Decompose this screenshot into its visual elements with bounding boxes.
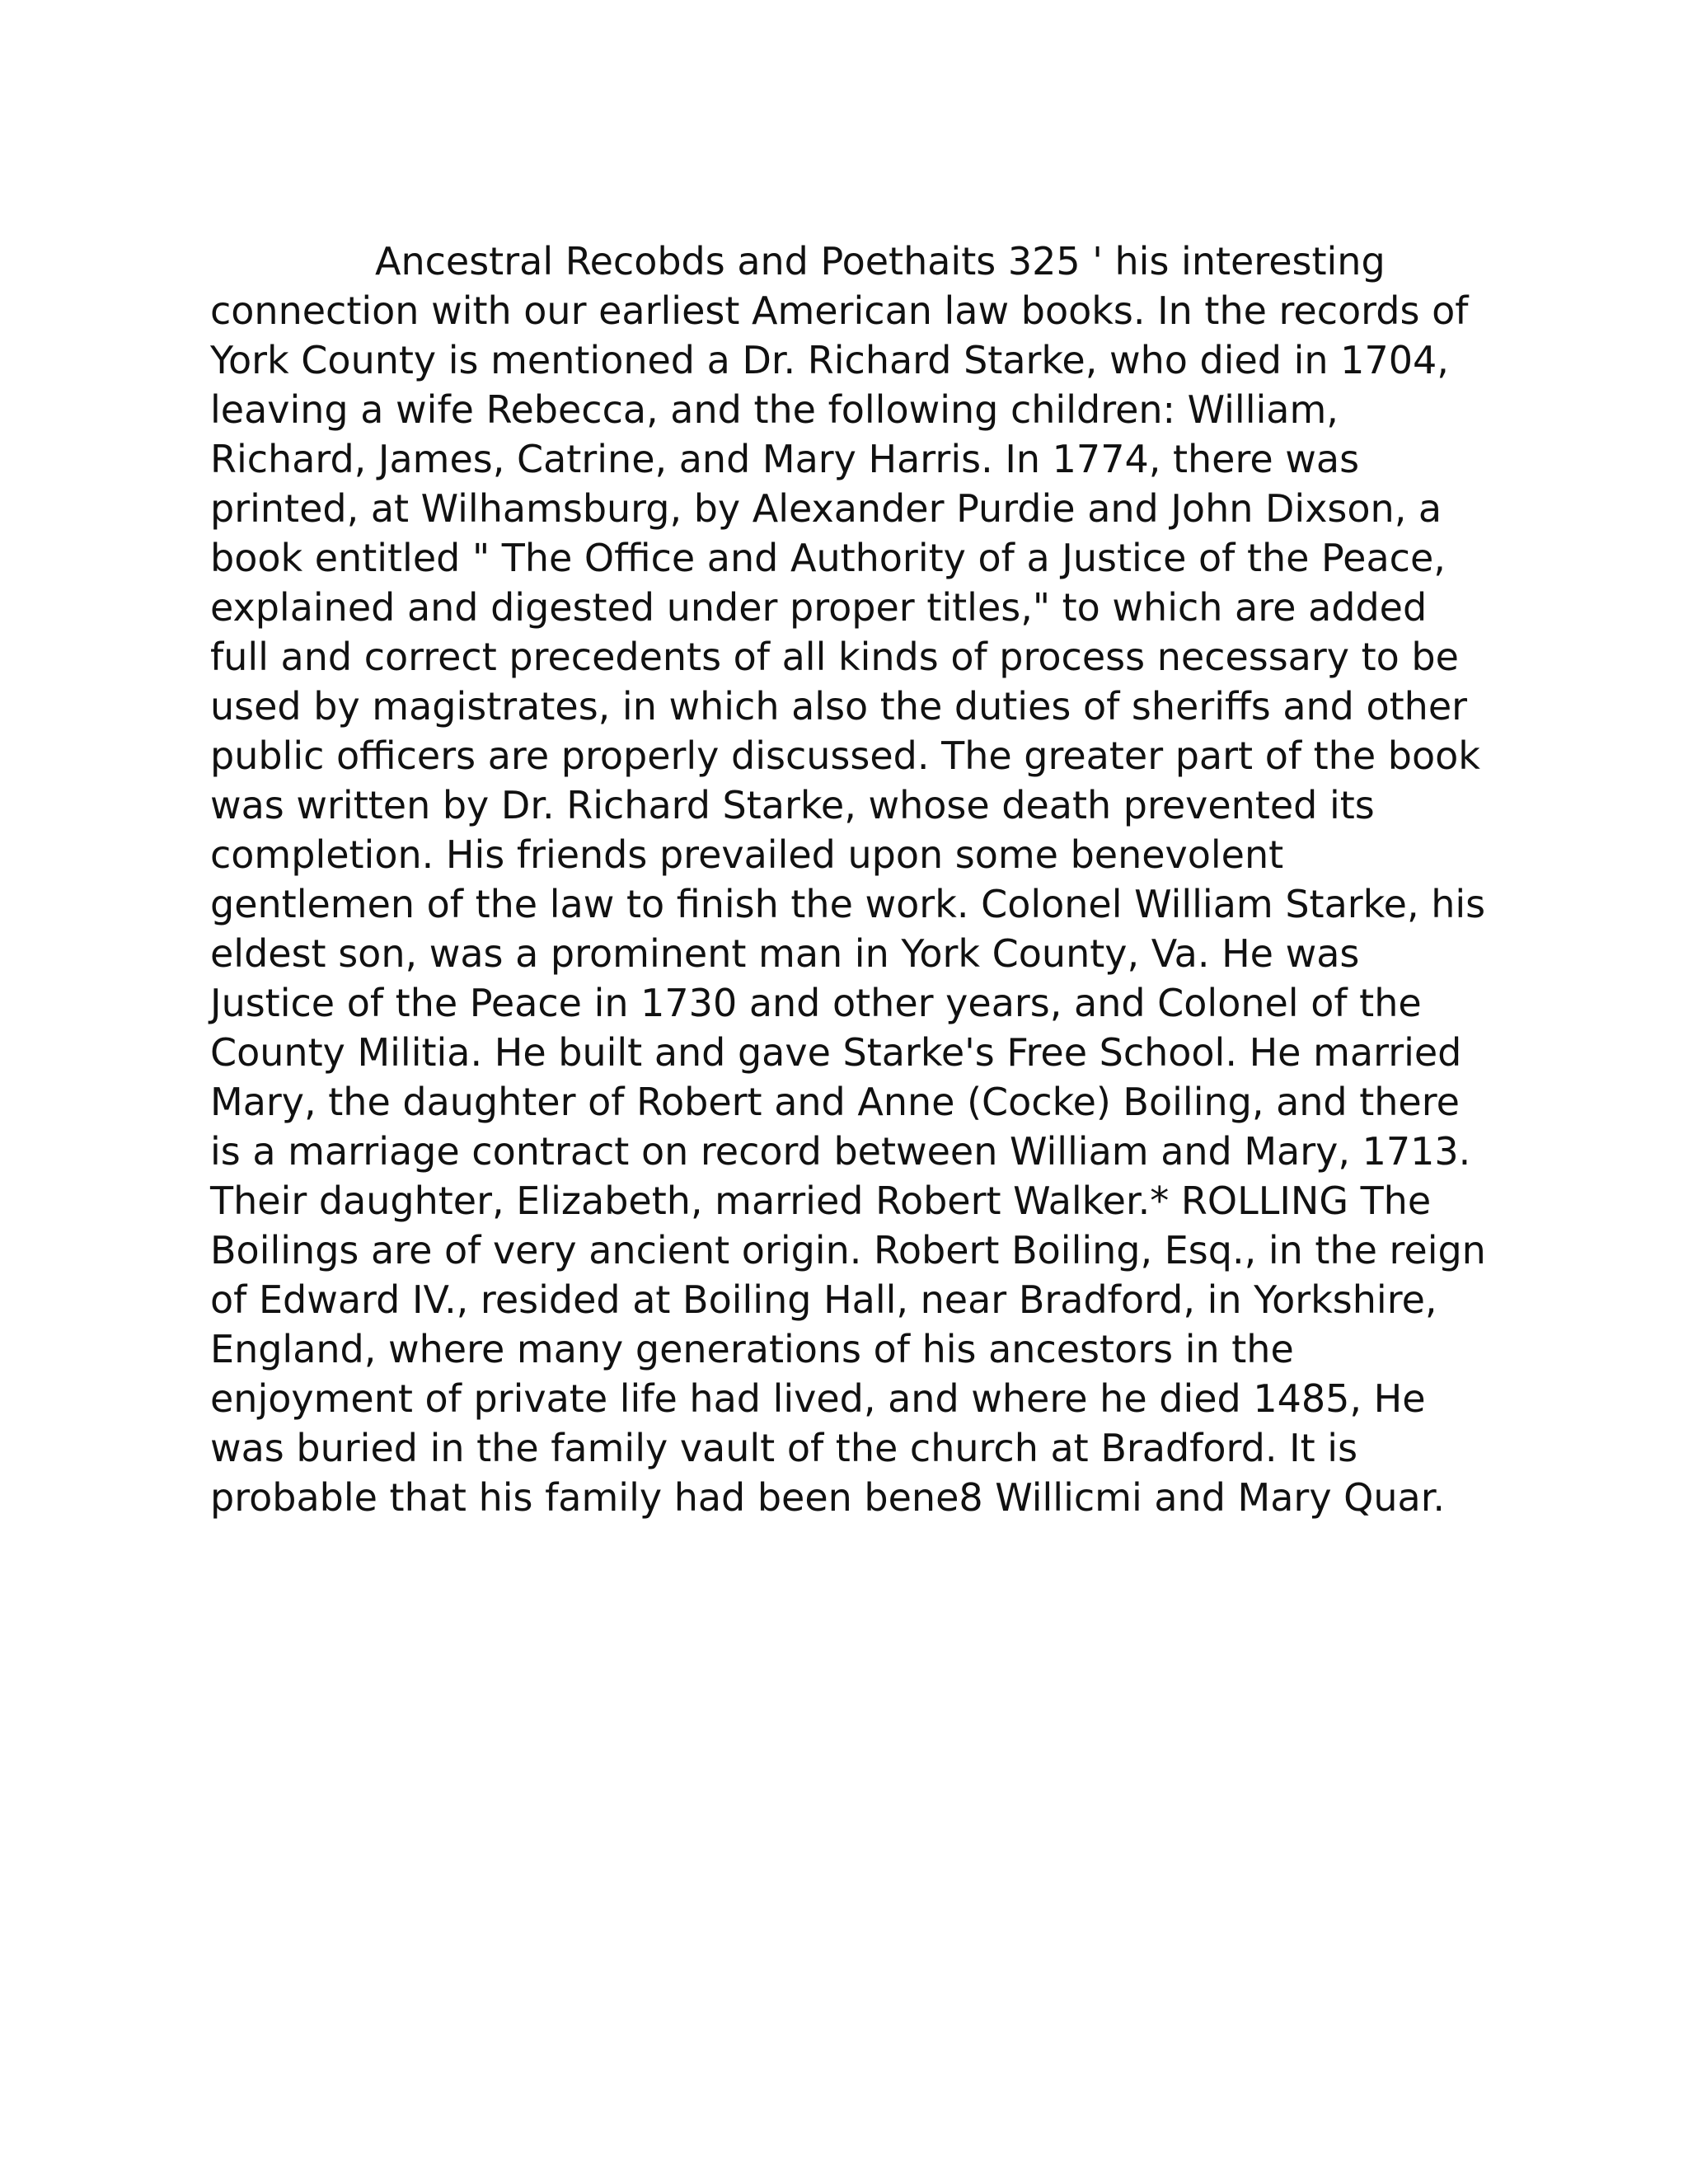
body-paragraph: Ancestral Recobds and Poethaits 325 ' his interesting connection with our earliest American law books. In the records of York County is mentioned a Dr. Richard Starke, who died in 1704, leaving a wife Rebecca, and the following children: William, Richard, James, Catrine, and Mary Harris. In 1774, there was printed, at Wilhamsburg, by Alexander Purdie and John Dixson, a book entitled " The Office and Authority of a Justice of the Peace, explained and digested under proper titles," to which are added full and correct precedents of all kinds of process necessary to be used by magistrates, in which also the duties of sheriffs and other public officers are properly discussed. The greater part of the book was written by Dr. Richard Starke, whose death prevented its completion. His friends prevailed upon some benevolent gentlemen of the law to finish the work. Colonel William Starke, his eldest son, was a prominent man in York County, Va. He was Justice of the Peace in 1730 and other years, and Colonel of the County Militia. He built and gave Starke's Free School. He married Mary, the daughter of Robert and Anne (Cocke) Boiling, and there is a marriage contract on record between William and Mary, 1713. Their daughter, Elizabeth, married Robert Walker.* ROLLING The Boilings are of very ancient origin. Robert Boiling, Esq., in the reign of Edward IV., resided at Boiling Hall, near Bradford, in Yorkshire, England, where many generations of his ancestors in the enjoyment of private life had lived, and where he died 1485, He was buried in the family vault of the church at Bradford. It is probable that his family had been bene8 Willicmi and Mary Quar.	[210, 239, 1486, 1520]
